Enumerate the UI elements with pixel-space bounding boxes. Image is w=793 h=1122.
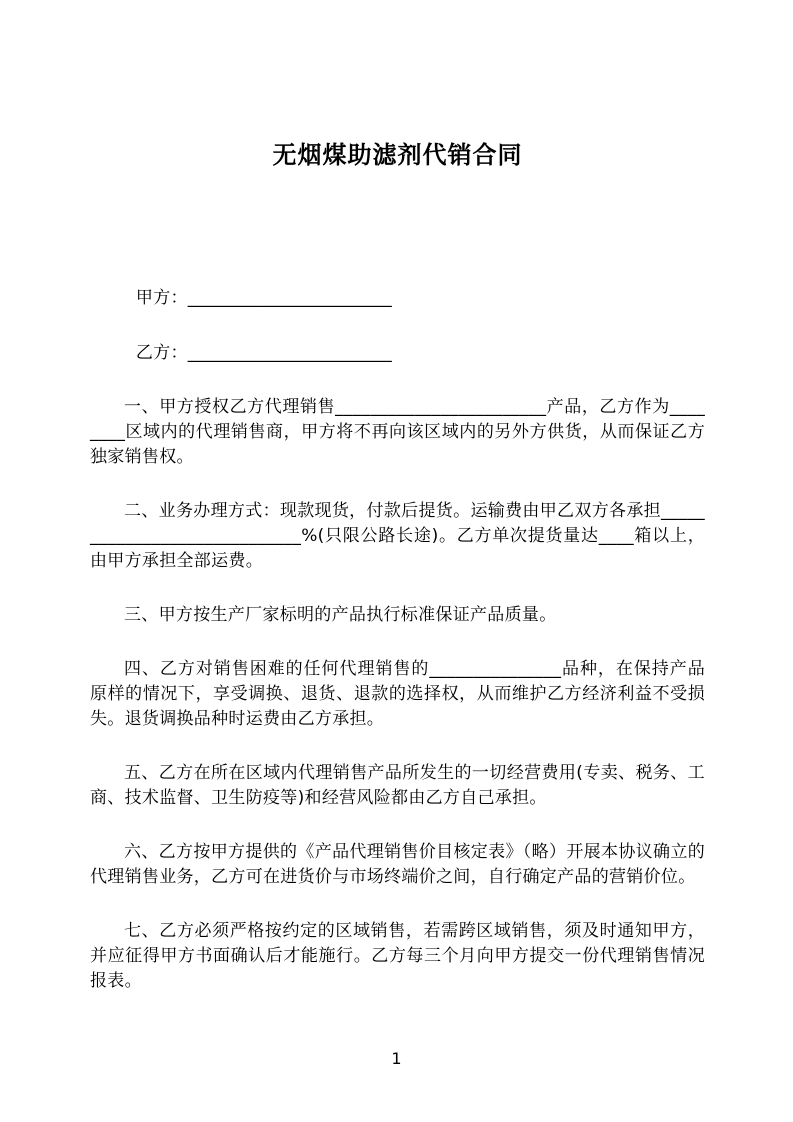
party-b-blank-line: ________________________: [187, 343, 392, 363]
party-b-row: [90, 341, 705, 366]
party-a-row: [90, 286, 705, 311]
document-title: 无烟煤助滤剂代销合同: [272, 141, 523, 169]
clause-6: 六、乙方按甲方提供的《产品代理销售价目核定表》（略）开展本协议确立的代理销售业务，乙方可在进货价与市场终端价之间，自行确定产品的营销价位。: [90, 842, 705, 887]
clause-2: 二、业务办理方式：现款现货，付款后提货。运输费由甲乙双方各承担_____________________________%(只限公路长途)。乙方单次提货量达____箱以上，由甲方承担全部运费。: [90, 501, 705, 571]
page-number: 1: [391, 1049, 402, 1068]
party-a-blank-line: ________________________: [187, 288, 392, 308]
clause-5: 五、乙方在所在区域内代理销售产品所发生的一切经营费用(专卖、税务、工商、技术监督、卫生防疫等)和经营风险都由乙方自己承担。: [90, 763, 705, 808]
clause-4: 四、乙方对销售困难的任何代理销售的_______________品种，在保持产品原样的情况下，享受调换、退货、退款的选择权，从而维护乙方经济利益不受损失。退货调换品种时运费由乙方承担。: [90, 659, 705, 729]
clause-7: 七、乙方必须严格按约定的区域销售，若需跨区域销售，须及时通知甲方，并应征得甲方书面确认后才能施行。乙方每三个月向甲方提交一份代理销售情况报表。: [90, 921, 705, 991]
party-a-label: 甲方：: [135, 288, 188, 308]
clause-1: 一、甲方授权乙方代理销售________________________产品，乙方作为________区域内的代理销售商，甲方将不再向该区域内的另外方供货，从而保证乙方独家销售权。: [90, 397, 705, 467]
clause-3: 三、甲方按生产厂家标明的产品执行标准保证产品质量。: [124, 605, 557, 625]
party-b-label: 乙方：: [135, 343, 188, 363]
